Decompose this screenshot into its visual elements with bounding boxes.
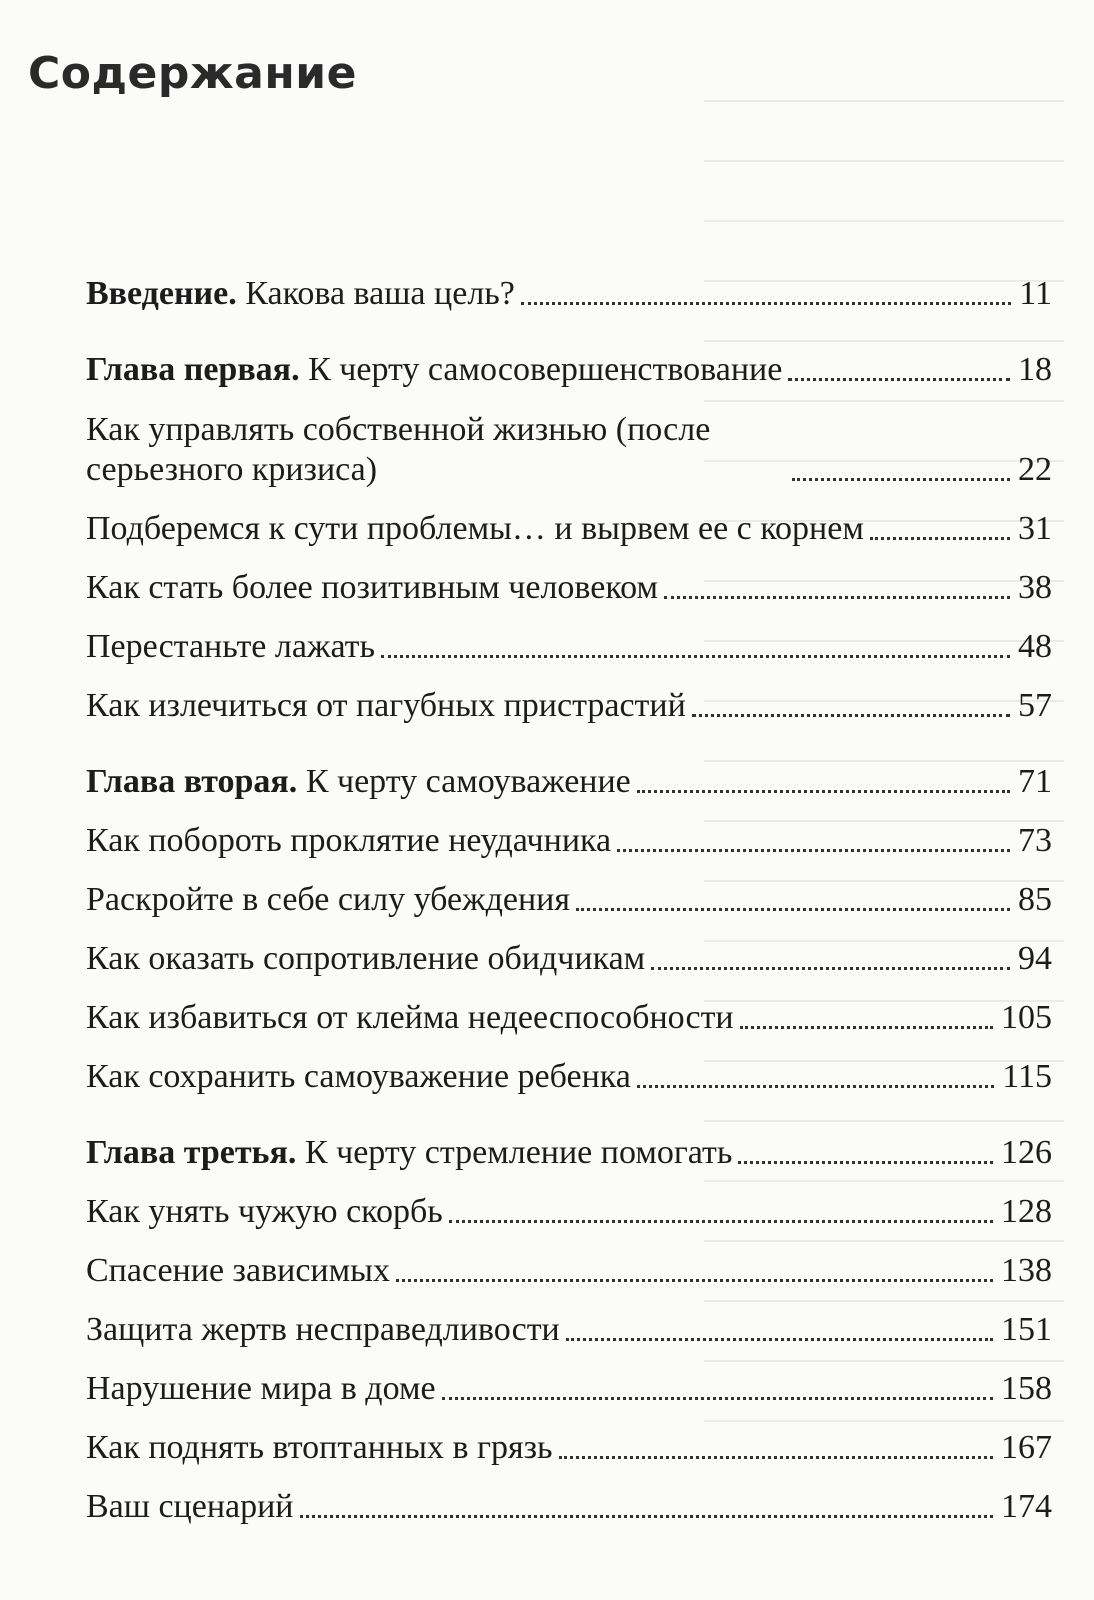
toc-chapter-title: Какова ваша цель? <box>236 275 515 312</box>
table-of-contents <box>86 252 1052 1527</box>
toc-entry-label: Как побороть проклятие неудачника <box>86 822 612 859</box>
dot-leader <box>566 1338 993 1341</box>
toc-entry-section <box>86 608 1052 667</box>
toc-entry-section <box>86 1232 1052 1291</box>
toc-entry-label: Как поднять втоптанных в грязь <box>86 1429 553 1466</box>
toc-entry-section <box>86 979 1052 1038</box>
toc-entry-section <box>86 1409 1052 1468</box>
dot-leader <box>521 302 1011 305</box>
toc-entry-label <box>86 1133 732 1173</box>
toc-entry-label: Как сохранить самоуважение ребенка <box>86 1058 631 1095</box>
toc-entry-label: Как избавиться от клейма недееспособности <box>86 999 734 1036</box>
toc-page-number: 48 <box>1018 628 1052 665</box>
toc-page-number: 22 <box>1018 451 1052 488</box>
dot-leader <box>637 790 1010 793</box>
page-title: Содержание <box>28 48 357 99</box>
toc-page-number: 115 <box>1002 1058 1052 1095</box>
dot-leader <box>396 1279 993 1282</box>
toc-entry-label <box>86 274 515 314</box>
toc-entry-section <box>86 802 1052 861</box>
toc-entry-label: Защита жертв несправедливости <box>86 1311 560 1348</box>
toc-page-number: 174 <box>1001 1488 1052 1525</box>
toc-entry-label: Раскройте в себе силу убеждения <box>86 881 571 918</box>
toc-entry-label: Спасение зависимых <box>86 1252 390 1289</box>
dot-leader <box>664 596 1010 599</box>
toc-entry-label: Перестаньте лажать <box>86 628 376 665</box>
toc-chapter-title: К черту стремление помогать <box>296 1134 733 1171</box>
toc-entry-label: Как управлять собственной жизнью (после серьезного кризиса) <box>86 411 711 488</box>
toc-chapter-heading: Введение. <box>86 275 237 312</box>
toc-entry-label: Подберемся к сути проблемы… и вырвем ее с корнем <box>86 510 864 547</box>
toc-chapter-heading: Глава первая. <box>86 351 300 388</box>
toc-entry-label: Как излечиться от пагубных пристрастий <box>86 687 686 724</box>
toc-page-number: 151 <box>1001 1311 1052 1348</box>
toc-entry-chapter-2 <box>86 740 1052 802</box>
dot-leader <box>449 1220 993 1223</box>
toc-entry-section <box>86 1468 1052 1527</box>
toc-page-number: 38 <box>1018 569 1052 606</box>
toc-page-number: 85 <box>1018 881 1052 918</box>
toc-page-number: 71 <box>1018 763 1052 800</box>
dot-leader <box>740 1026 993 1029</box>
dot-leader <box>576 908 1010 911</box>
toc-entry-introduction <box>86 252 1052 314</box>
dot-leader <box>559 1456 993 1459</box>
toc-page-number: 158 <box>1001 1370 1052 1407</box>
toc-page-number: 167 <box>1001 1429 1052 1466</box>
toc-entry-chapter-3 <box>86 1111 1052 1173</box>
toc-page-number: 73 <box>1018 822 1052 859</box>
toc-entry-label: Ваш сценарий <box>86 1488 294 1525</box>
dot-leader <box>381 655 1010 658</box>
toc-entry-label <box>86 762 631 802</box>
toc-entry-section <box>86 549 1052 608</box>
dot-leader <box>442 1397 993 1400</box>
toc-page-number: 18 <box>1018 351 1052 388</box>
toc-entry-section <box>86 920 1052 979</box>
toc-entry-section <box>86 1291 1052 1350</box>
toc-page-number: 128 <box>1001 1193 1052 1230</box>
toc-chapter-title: К черту самоуважение <box>297 763 631 800</box>
toc-chapter-title: К черту самосовершенствование <box>299 351 783 388</box>
toc-entry-label: Нарушение мира в доме <box>86 1370 436 1407</box>
toc-page-number: 138 <box>1001 1252 1052 1289</box>
dot-leader <box>637 1085 994 1088</box>
dot-leader <box>870 537 1010 540</box>
toc-entry-section <box>86 861 1052 920</box>
toc-entry-section <box>86 1038 1052 1097</box>
dot-leader <box>651 967 1010 970</box>
toc-page-number: 126 <box>1001 1134 1052 1171</box>
dot-leader <box>738 1161 993 1164</box>
toc-page-number: 11 <box>1019 275 1052 312</box>
toc-entry-label: Как стать более позитивным человеком <box>86 569 659 606</box>
toc-entry-label: Как унять чужую скорбь <box>86 1193 443 1230</box>
toc-chapter-heading: Глава третья. <box>86 1134 297 1171</box>
dot-leader <box>617 849 1010 852</box>
toc-page-number: 94 <box>1018 940 1052 977</box>
toc-entry-chapter-1 <box>86 328 1052 390</box>
toc-page-number: 105 <box>1001 999 1052 1036</box>
toc-page-number: 31 <box>1018 510 1052 547</box>
toc-chapter-heading: Глава вторая. <box>86 763 298 800</box>
dot-leader <box>692 714 1010 717</box>
toc-entry-section <box>86 390 1052 490</box>
toc-entry-label <box>86 350 782 390</box>
toc-entry-section <box>86 1350 1052 1409</box>
toc-entry-section <box>86 667 1052 726</box>
toc-page-number: 57 <box>1018 687 1052 724</box>
toc-entry-section <box>86 490 1052 549</box>
toc-entry-label: Как оказать сопротивление обидчикам <box>86 940 646 977</box>
dot-leader <box>788 378 1010 381</box>
toc-entry-section <box>86 1173 1052 1232</box>
dot-leader <box>792 478 1010 481</box>
dot-leader <box>300 1515 993 1518</box>
